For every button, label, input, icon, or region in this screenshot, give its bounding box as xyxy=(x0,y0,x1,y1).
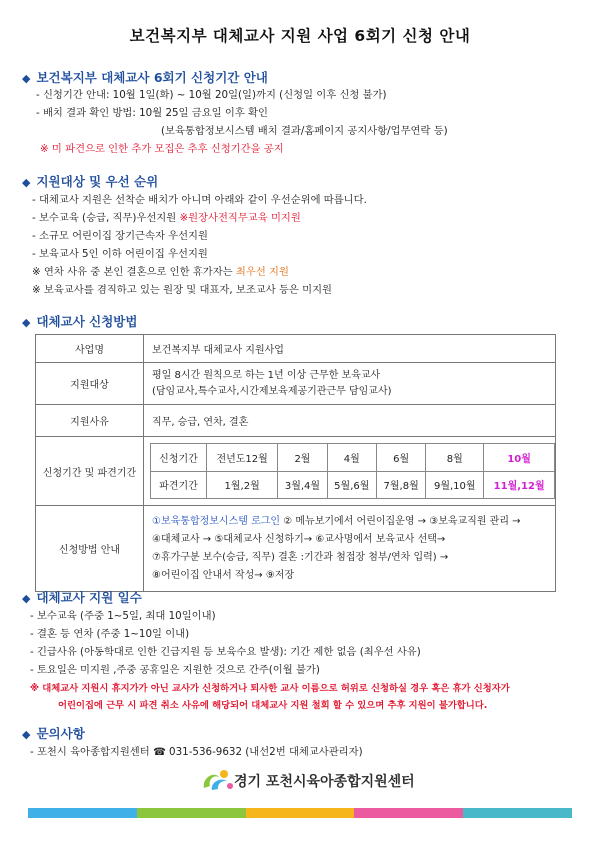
schedule-row-apply xyxy=(151,444,555,472)
eligibility-line-6: ※ 보육교사를 겸직하고 있는 원장 및 대표자, 보조교사 등은 미지원 xyxy=(32,284,332,296)
schedule-label-apply: 신청기간 xyxy=(151,444,207,472)
color-bar xyxy=(463,808,572,818)
color-bar xyxy=(246,808,355,818)
table-row xyxy=(36,405,556,437)
org-logo-icon xyxy=(200,766,234,794)
days-line-2: - 결혼 등 연차 (주중 1~10일 이내) xyxy=(30,628,190,640)
row-value-reason: 직무, 승급, 연차, 결혼 xyxy=(144,405,556,437)
footer-color-bars xyxy=(28,808,572,818)
eligibility-line-5: ※ 연차 사유 중 본인 결혼으로 인한 휴가자는 최우선 지원 xyxy=(32,266,289,278)
row-label-project: 사업명 xyxy=(36,335,144,363)
section-heading-method: ◆ 대체교사 신청방법 xyxy=(22,314,138,329)
phone-icon: ☎ xyxy=(152,746,166,758)
apply-cell: 8월 xyxy=(426,444,484,472)
eligibility-line-4: - 보육교사 5인 이하 어린이집 우선지원 xyxy=(32,248,208,260)
section-heading-eligibility: ◆ 지원대상 및 우선 순위 xyxy=(22,174,159,189)
apply-cell-highlight: 10월 xyxy=(484,444,555,472)
period-note: ※ 미 파견으로 인한 추가 모집은 추후 신청기간을 공지 xyxy=(40,143,284,155)
schedule-table xyxy=(150,443,555,499)
eligibility-line-2: - 보수교육 (승급, 직무)우선지원 ※원장사전직무교육 미지원 xyxy=(32,212,301,224)
warning-line-2: 어린이집에 근무 시 파견 취소 사유에 해당되어 대체교사 지원 철회 할 수 있으며 추후 지원이 불가합니다. xyxy=(58,700,488,711)
eligibility-line-1: - 대체교사 지원은 선착순 배치가 아니며 아래와 같이 우선순위에 따릅니다. xyxy=(32,194,367,206)
dispatch-cell-highlight: 11월,12월 xyxy=(484,471,555,499)
dispatch-cell: 9월,10월 xyxy=(426,471,484,499)
period-line-1: - 신청기간 안내: 10월 1일(화) ~ 10월 20일(일)까지 (신청일 이후 신청 불가) xyxy=(36,89,387,101)
schedule-row-dispatch xyxy=(151,471,555,499)
table-row xyxy=(36,506,556,592)
document-title: 보건복지부 대체교사 지원 사업 6회기 신청 안내 xyxy=(129,27,471,45)
table-row xyxy=(36,363,556,405)
contact-line: - 포천시 육아종합지원센터 ☎ 031-536-9632 (내선2번 대체교사관리자) xyxy=(30,746,363,758)
days-line-3: - 긴급사유 (아동학대로 인한 긴급지원 등 보육수요 발생): 기간 제한 없음 (최우선 사유) xyxy=(30,646,421,658)
application-table xyxy=(35,334,556,592)
apply-cell: 6월 xyxy=(376,444,425,472)
eligibility-line-3: - 소규모 어린이집 장기근속자 우선지원 xyxy=(32,230,208,242)
section-heading-days: ◆ 대체교사 지원 일수 xyxy=(22,590,142,605)
dispatch-cell: 1월,2월 xyxy=(207,471,278,499)
row-value-target: 평일 8시간 원칙으로 하는 1년 이상 근무한 보육교사 (담임교사,특수교사,시간제보육제공기관근무 담임교사) xyxy=(144,363,556,405)
color-bar xyxy=(28,808,137,818)
system-login-step: ①보육통합정보시스템 로그인 xyxy=(152,515,281,527)
row-value-period xyxy=(144,437,556,506)
row-value-howto: ①보육통합정보시스템 로그인 ② 메뉴보기에서 어린이집운영 → ③보육교직원 관리 → ④대체교사 → ⑤대체교사 신청하기→ ⑥교사명에서 보육교사 선택→ ⑦휴가구분 보수(승급, 직무) 결혼 :기간과 첨접장 첨부/연차 입력) → ⑧어린이집 안내서 작성→ ⑨저장 xyxy=(144,506,556,592)
org-logo xyxy=(200,766,440,794)
dispatch-cell: 3월,4월 xyxy=(278,471,327,499)
org-name: 경기 포천시육아종합지원센터 xyxy=(234,774,415,790)
apply-cell: 4월 xyxy=(327,444,376,472)
table-row xyxy=(36,437,556,506)
row-label-reason: 지원사유 xyxy=(36,405,144,437)
color-bar xyxy=(354,808,463,818)
diamond-bullet-icon: ◆ xyxy=(22,176,31,189)
period-line-3: (보육통합정보시스템 배치 결과/홈페이지 공지사항/업무연락 등) xyxy=(161,125,448,137)
row-value-project: 보건복지부 대체교사 지원사업 xyxy=(144,335,556,363)
diamond-bullet-icon: ◆ xyxy=(22,728,31,741)
period-line-2: - 배치 결과 확인 방법: 10월 25일 금요일 이후 확인 xyxy=(36,107,268,119)
row-label-period: 신청기간 및 파견기간 xyxy=(36,437,144,506)
row-label-target: 지원대상 xyxy=(36,363,144,405)
color-bar xyxy=(137,808,246,818)
diamond-bullet-icon: ◆ xyxy=(22,316,31,329)
apply-cell: 2월 xyxy=(278,444,327,472)
apply-cell: 전년도12월 xyxy=(207,444,278,472)
section-heading-contact: ◆ 문의사항 xyxy=(22,726,85,741)
warning-line-1: ※ 대체교사 지원시 휴지가가 아닌 교사가 신청하거나 퇴사한 교사 이름으로 허위로 신청하실 경우 혹은 휴가 신청자가 xyxy=(30,683,510,694)
table-row xyxy=(36,335,556,363)
days-line-4: - 토요일은 미지원 ,주중 공휴일은 지원한 것으로 간주(이월 불가) xyxy=(30,664,320,676)
section-heading-period: ◆ 보건복지부 대체교사 6회기 신청기간 안내 xyxy=(22,70,268,85)
row-label-howto: 신청방법 안내 xyxy=(36,506,144,592)
dispatch-cell: 7월,8월 xyxy=(376,471,425,499)
diamond-bullet-icon: ◆ xyxy=(22,592,31,605)
diamond-bullet-icon: ◆ xyxy=(22,72,31,85)
days-line-1: - 보수교육 (주중 1~5일, 최대 10일이내) xyxy=(30,610,216,622)
schedule-label-dispatch: 파견기간 xyxy=(151,471,207,499)
dispatch-cell: 5월,6월 xyxy=(327,471,376,499)
